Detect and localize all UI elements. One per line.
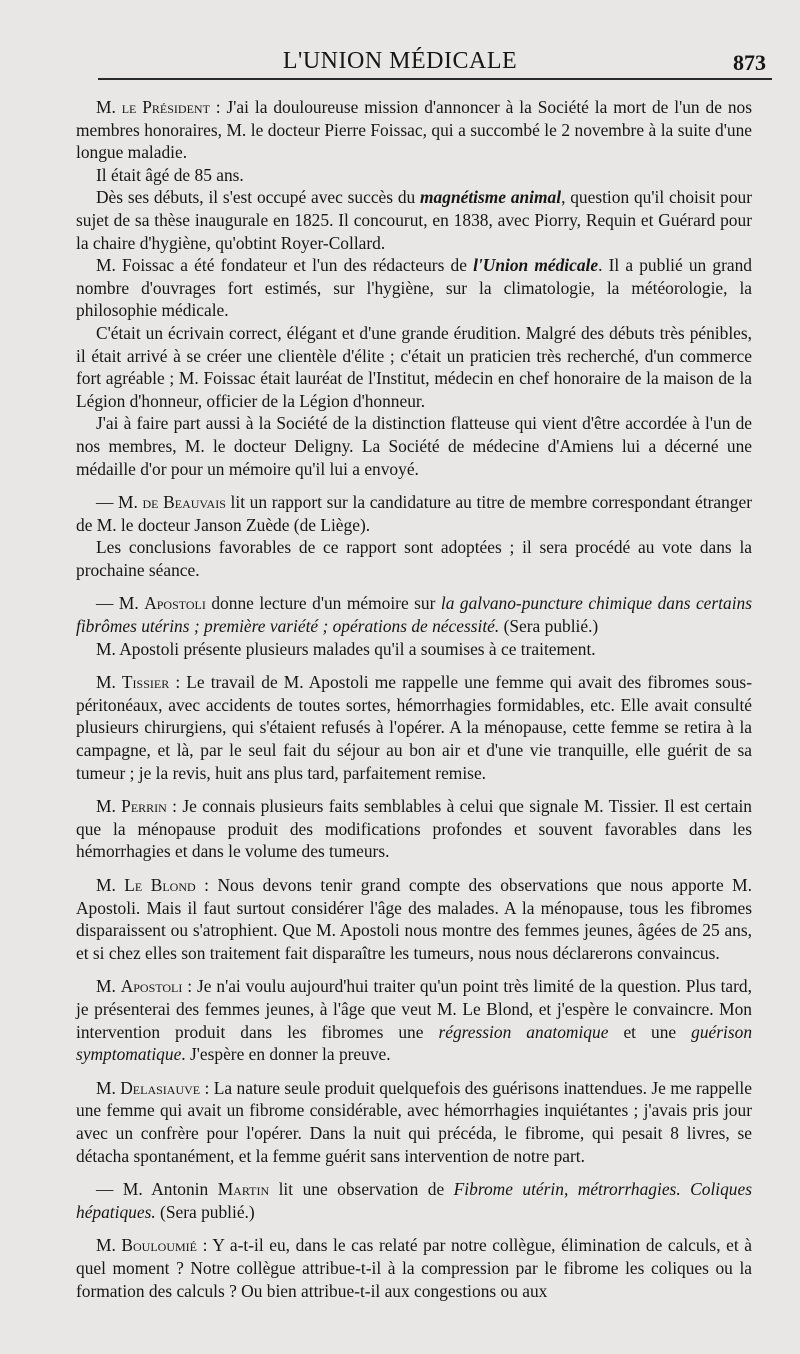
text-run: M.: [96, 1077, 121, 1098]
text-run: — M. Antonin: [96, 1179, 218, 1200]
text-run: Il était âgé de 85 ans.: [96, 164, 244, 185]
speaker-name: Apostoli: [144, 593, 206, 614]
paragraph: [76, 671, 752, 784]
emphasis-text: l'Union médicale: [473, 255, 599, 276]
speaker-name: Le Blond: [124, 875, 196, 895]
page-number: 873: [733, 50, 766, 75]
paragraph: [76, 322, 752, 412]
text-run: C'était un écrivain correct, élégant et d'une grande érudition. Malgré des débuts très pénibles, il était arrivé à se créer une clientèle d'élite ; c'était un praticien très recherché, d'un commerce fort agréable ; M. Foissac était lauréat de l'Institut, médecin en chef honoraire de la maison de la Légion d'honneur, officier de la Légion d'honneur.: [76, 322, 752, 411]
text-run: M.: [96, 875, 125, 895]
paragraph: [76, 412, 752, 480]
text-run: . Il a publié un grand nombre d'ouvrages fort estimés, sur l'hygiène, sur la climatologie, la météorologie, la philosophie médicale.: [76, 255, 752, 321]
paragraph: [76, 186, 752, 254]
paragraph: [76, 164, 752, 187]
emphasis-text: magnétisme animal: [420, 187, 562, 208]
text-run: . J'espère en donner la preuve.: [181, 1044, 391, 1065]
body-text: [76, 96, 752, 1302]
paragraph: [76, 1077, 752, 1167]
paragraph: [76, 638, 752, 661]
text-run: J'ai à faire part aussi à la Société de la distinction flatteuse qui vient d'être accordée à l'un de nos membres, M. le docteur Deligny. La Société de médecine d'Amiens lui a décerné une médaille d'or pour un mémoire qu'il lui a envoyé.: [76, 413, 752, 479]
text-run: : Je n'ai voulu aujourd'hui traiter qu'un point très limité de la question. Plus tard, je présenterai des femmes jeunes, à l'âge que veut M. Le Blond, et j'espère le convaincre. Mon intervention produit dans les fibromes une: [76, 976, 752, 1042]
text-run: — M.: [96, 593, 145, 614]
speaker-name: Martin: [217, 1179, 270, 1200]
speaker-name: de Beauvais: [142, 492, 226, 513]
text-run: lit un rapport sur la candidature au titre de membre correspondant étranger de M. le docteur Janson Zuède (de Liège).: [76, 492, 753, 535]
text-run: — M.: [96, 492, 143, 513]
text-run: M.: [96, 672, 122, 693]
text-run: (Sera publié.): [499, 616, 599, 637]
text-run: : La nature seule produit quelquefois des guérisons inattendues. Je me rappelle une femme qui avait un fibrome considérable, avec hémorrhagies inquiétantes ; j'avais pris jour avec un confrère pour l'opérer. Dans la nuit qui précéda, le fibrome, qui pesait 8 livres, se détacha spontanément, et la femme guérit sans intervention de notre part.: [76, 1077, 752, 1166]
paragraph: [76, 874, 752, 964]
text-run: , question qu'il choisit pour sujet de sa thèse inaugurale en 1825. Il concourut, en 1838, avec Piorry, Requin et Guérard pour la chaire d'hygiène, qu'obtint Royer-Collard.: [76, 187, 753, 253]
text-run: : Y a-t-il eu, dans le cas relaté par notre collègue, élimination de calculs, et à quel moment ? Notre collègue attribue-t-il à la compression par le fibrome les coliques ou la formation des calculs ? Ou bien attribue-t-il aux congestions ou aux: [76, 1235, 752, 1301]
emphasis-text: Fibrome utérin, métrorrhagies. Coliques hépatiques.: [76, 1179, 752, 1222]
text-run: M. Apostoli présente plusieurs malades qu'il a soumises à ce traitement.: [96, 638, 596, 659]
paragraph: [76, 254, 752, 322]
text-run: : J'ai la douloureuse mission d'annoncer à la Société la mort de l'un de nos membres honoraires, M. le docteur Pierre Foissac, qui a succombé le 2 novembre à la suite d'une longue maladie.: [76, 97, 752, 163]
speaker-name: Bouloumié: [121, 1235, 197, 1256]
text-run: et une: [608, 1021, 692, 1042]
paragraph: [76, 592, 752, 637]
text-run: (Sera publié.): [155, 1201, 255, 1222]
speaker-name: Apostoli: [120, 976, 183, 997]
text-run: M.: [96, 796, 122, 817]
paragraph: [76, 975, 752, 1065]
paragraph: [76, 1234, 752, 1302]
speaker-name: Tissier: [121, 672, 170, 693]
speaker-name: Perrin: [121, 796, 167, 817]
emphasis-text: la galvano-puncture chimique dans certains fibrômes utérins ; première variété ; opérations de nécessité.: [76, 593, 752, 637]
paragraph: [76, 96, 752, 164]
text-run: M.: [96, 97, 122, 117]
text-run: : Je connais plusieurs faits semblables à celui que signale M. Tissier. Il est certain que la ménopause produit des modifications profondes et souvent favorables dans les hémorrhagies et dans le volume des tumeurs.: [76, 796, 752, 862]
emphasis-text: régression anatomique: [438, 1021, 609, 1042]
paragraph: [76, 491, 752, 536]
paragraph: [76, 1178, 752, 1223]
text-run: : Nous devons tenir grand compte des observations que nous apporte M. Apostoli. Mais il faut surtout considérer l'âge des malades. A la ménopause, tous les fibromes disparaissent ou s'atrophient. Que M. Apostoli nous montre des femmes jeunes, âgées de 25 ans, et si chez elles son traitement fait disparaître les tumeurs, nous nous déclarerons convaincus.: [76, 875, 752, 963]
text-run: Les conclusions favorables de ce rapport sont adoptées ; il sera procédé au vote dans la prochaine séance.: [76, 537, 752, 580]
text-run: M. Foissac a été fondateur et l'un des rédacteurs de: [96, 255, 474, 276]
text-run: donne lecture d'un mémoire sur: [205, 593, 441, 614]
running-head: [0, 40, 800, 80]
emphasis-text: guérison symptomatique: [76, 1021, 753, 1065]
journal-title: L'UNION MÉDICALE: [282, 48, 518, 74]
text-run: lit une observation de: [269, 1179, 454, 1200]
paragraph: [76, 536, 752, 581]
text-run: M.: [96, 1235, 122, 1256]
paragraph: [76, 795, 752, 863]
speaker-name: Delasiauve: [120, 1077, 201, 1098]
header-rule: [98, 78, 772, 80]
speaker-name: le Président: [121, 97, 210, 117]
text-run: Dès ses débuts, il s'est occupé avec succès du: [96, 187, 421, 208]
text-run: : Le travail de M. Apostoli me rappelle une femme qui avait des fibromes sous-péritonéaux, avec accidents de toutes sortes, hémorrhagies formidables, etc. Elle avait consulté plusieurs chirurgiens, qui s'étaient refusés à l'opérer. A la ménopause, cette femme se retira à la campagne, et là, par le seul fait du séjour au bon air et d'une vie tranquille, elle guérit de sa tumeur ; je la revis, huit ans plus tard, parfaitement remise.: [76, 672, 752, 783]
text-run: M.: [96, 976, 121, 997]
